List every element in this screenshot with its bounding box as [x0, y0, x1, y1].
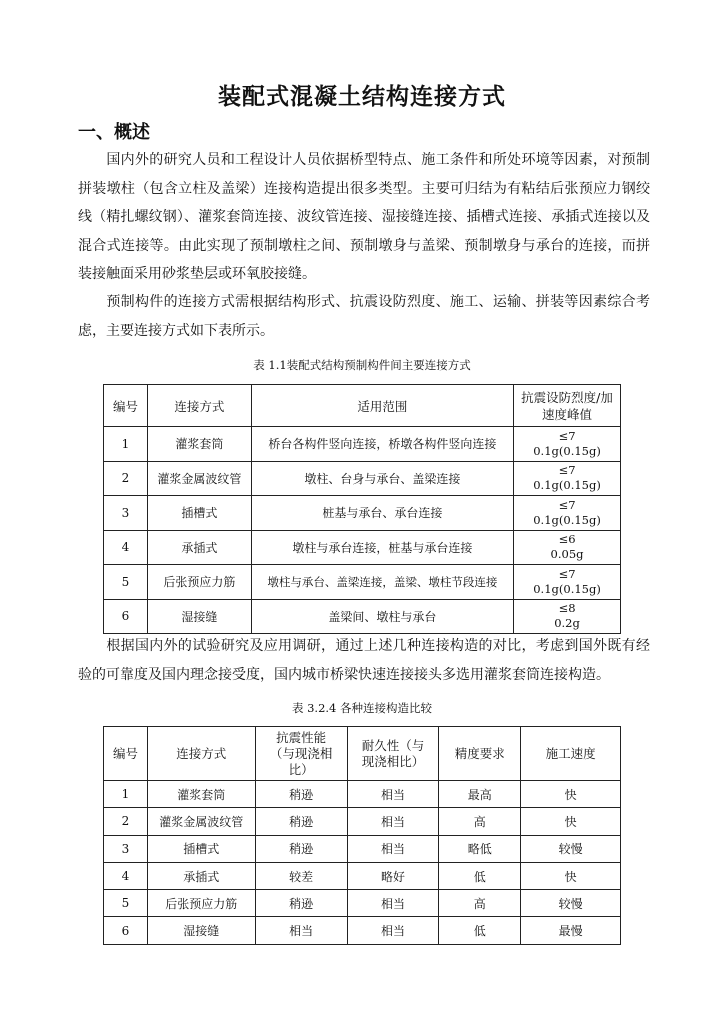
cell: 相当: [347, 808, 439, 835]
header-cell: 连接方式: [147, 385, 251, 427]
cell-method: 灌浆套筒: [147, 427, 251, 462]
cell: 后张预应力筋: [147, 890, 255, 917]
cell: 6: [104, 917, 148, 944]
cell: 快: [521, 781, 621, 808]
seismic-level: ≤7: [558, 566, 576, 581]
cell: 低: [439, 917, 521, 944]
cell: 1: [104, 781, 148, 808]
cell: 3: [104, 835, 148, 862]
table-row: [104, 427, 621, 462]
table-row: [104, 835, 621, 862]
seismic-level: ≤6: [558, 532, 576, 547]
cell-seismic: [514, 461, 621, 496]
cell-no: 1: [104, 427, 148, 462]
cell: 最慢: [521, 917, 621, 944]
cell-seismic: [514, 530, 621, 565]
cell: 相当: [347, 917, 439, 944]
paragraph-overview: [78, 146, 650, 289]
cell: 相当: [347, 890, 439, 917]
cell: 相当: [255, 917, 347, 944]
header-cell: 编号: [104, 727, 148, 781]
cell: 较慢: [521, 890, 621, 917]
cell-method: 插槽式: [147, 496, 251, 531]
cell: 湿接缝: [147, 917, 255, 944]
cell: 略低: [439, 835, 521, 862]
header-cell: 抗震性能（与现浇相比）: [255, 727, 347, 781]
seismic-accel: 0.1g(0.15g): [533, 581, 601, 596]
cell-seismic: [514, 599, 621, 634]
cell-scope: 墩柱与承台连接，桩基与承台连接: [251, 530, 513, 565]
cell-scope: 墩柱、台身与承台、盖梁连接: [251, 461, 513, 496]
table-row: [104, 461, 621, 496]
cell-method: 灌浆金属波纹管: [147, 461, 251, 496]
table1-caption: 表 1.1装配式结构预制构件间主要连接方式: [253, 358, 471, 372]
table-row: [104, 565, 621, 600]
cell: 快: [521, 862, 621, 889]
table-comparison: [103, 726, 621, 945]
cell: 高: [439, 890, 521, 917]
table-header-row: [104, 727, 621, 781]
cell: 最高: [439, 781, 521, 808]
header-cell: 抗震设防烈度/加速度峰值: [514, 385, 621, 427]
cell: 4: [104, 862, 148, 889]
seismic-accel: 0.1g(0.15g): [533, 478, 601, 493]
table-row: [104, 862, 621, 889]
table-row: [104, 808, 621, 835]
cell: 低: [439, 862, 521, 889]
table-row: [104, 599, 621, 634]
cell: 高: [439, 808, 521, 835]
cell-no: 6: [104, 599, 148, 634]
table-header-row: [104, 385, 621, 427]
cell-scope: 盖梁间、墩柱与承台: [251, 599, 513, 634]
paragraph-text: 预制构件的连接方式需根据结构形式、抗震设防烈度、施工、运输、拼装等因素综合考虑，主要连接方式如下表所示。: [78, 294, 650, 339]
header-cell: 耐久性（与现浇相比）: [347, 727, 439, 781]
table2-caption: 表 3.2.4 各种连接构造比较: [291, 701, 433, 715]
seismic-level: ≤7: [558, 497, 576, 512]
header-cell: 适用范围: [251, 385, 513, 427]
cell-no: 3: [104, 496, 148, 531]
paragraph-conclusion: [78, 632, 650, 689]
paragraph-connection: [78, 288, 650, 345]
cell: 稍逊: [255, 890, 347, 917]
cell: 稍逊: [255, 781, 347, 808]
seismic-accel: 0.2g: [554, 616, 580, 631]
cell-scope: 墩柱与承台、盖梁连接，盖梁、墩柱节段连接: [251, 565, 513, 600]
paragraph-text: 国内外的研究人员和工程设计人员依据桥型特点、施工条件和所处环境等因素，对预制拼装墩柱（包含立柱及盖梁）连接构造提出很多类型。主要可归结为有粘结后张预应力钢绞线（精扎螺纹钢）、灌浆套筒连接、波纹管连接、湿接缝连接、插槽式连接、承插式连接以及混合式连接等。由此实现了预制墩柱之间、预制墩身与盖梁、预制墩身与承台的连接，而拼装接触面采用砂浆垫层或环氧胶接缝。: [78, 152, 650, 282]
section-heading: 一、概述: [78, 122, 150, 143]
header-cell: 连接方式: [147, 727, 255, 781]
cell: 略好: [347, 862, 439, 889]
table-row: [104, 890, 621, 917]
table-row: [104, 530, 621, 565]
seismic-level: ≤8: [558, 601, 576, 616]
cell: 灌浆金属波纹管: [147, 808, 255, 835]
cell-seismic: [514, 496, 621, 531]
cell: 相当: [347, 781, 439, 808]
cell-no: 4: [104, 530, 148, 565]
cell: 较慢: [521, 835, 621, 862]
document-title: 装配式混凝土结构连接方式: [218, 84, 506, 110]
cell-seismic: [514, 427, 621, 462]
cell-method: 后张预应力筋: [147, 565, 251, 600]
seismic-level: ≤7: [558, 428, 576, 443]
cell: 快: [521, 808, 621, 835]
cell-method: 湿接缝: [147, 599, 251, 634]
table-connection-methods: [103, 384, 621, 634]
cell: 2: [104, 808, 148, 835]
cell: 稍逊: [255, 808, 347, 835]
seismic-accel: 0.1g(0.15g): [533, 512, 601, 527]
cell: 相当: [347, 835, 439, 862]
seismic-accel: 0.1g(0.15g): [533, 443, 601, 458]
header-cell: 精度要求: [439, 727, 521, 781]
seismic-level: ≤7: [558, 463, 576, 478]
cell-seismic: [514, 565, 621, 600]
cell-scope: 桥台各构件竖向连接，桥墩各构件竖向连接: [251, 427, 513, 462]
cell: 承插式: [147, 862, 255, 889]
cell-no: 2: [104, 461, 148, 496]
paragraph-text: 根据国内外的试验研究及应用调研，通过上述几种连接构造的对比，考虑到国外既有经验的可靠度及国内理念接受度，国内城市桥梁快速连接接头多选用灌浆套筒连接构造。: [78, 638, 650, 683]
header-cell: 施工速度: [521, 727, 621, 781]
cell: 较差: [255, 862, 347, 889]
cell: 稍逊: [255, 835, 347, 862]
table-row: [104, 496, 621, 531]
cell: 插槽式: [147, 835, 255, 862]
cell-no: 5: [104, 565, 148, 600]
table-row: [104, 917, 621, 944]
seismic-accel: 0.05g: [550, 547, 584, 562]
cell: 灌浆套筒: [147, 781, 255, 808]
cell-scope: 桩基与承台、承台连接: [251, 496, 513, 531]
header-cell: 编号: [104, 385, 148, 427]
cell-method: 承插式: [147, 530, 251, 565]
table-row: [104, 781, 621, 808]
cell: 5: [104, 890, 148, 917]
